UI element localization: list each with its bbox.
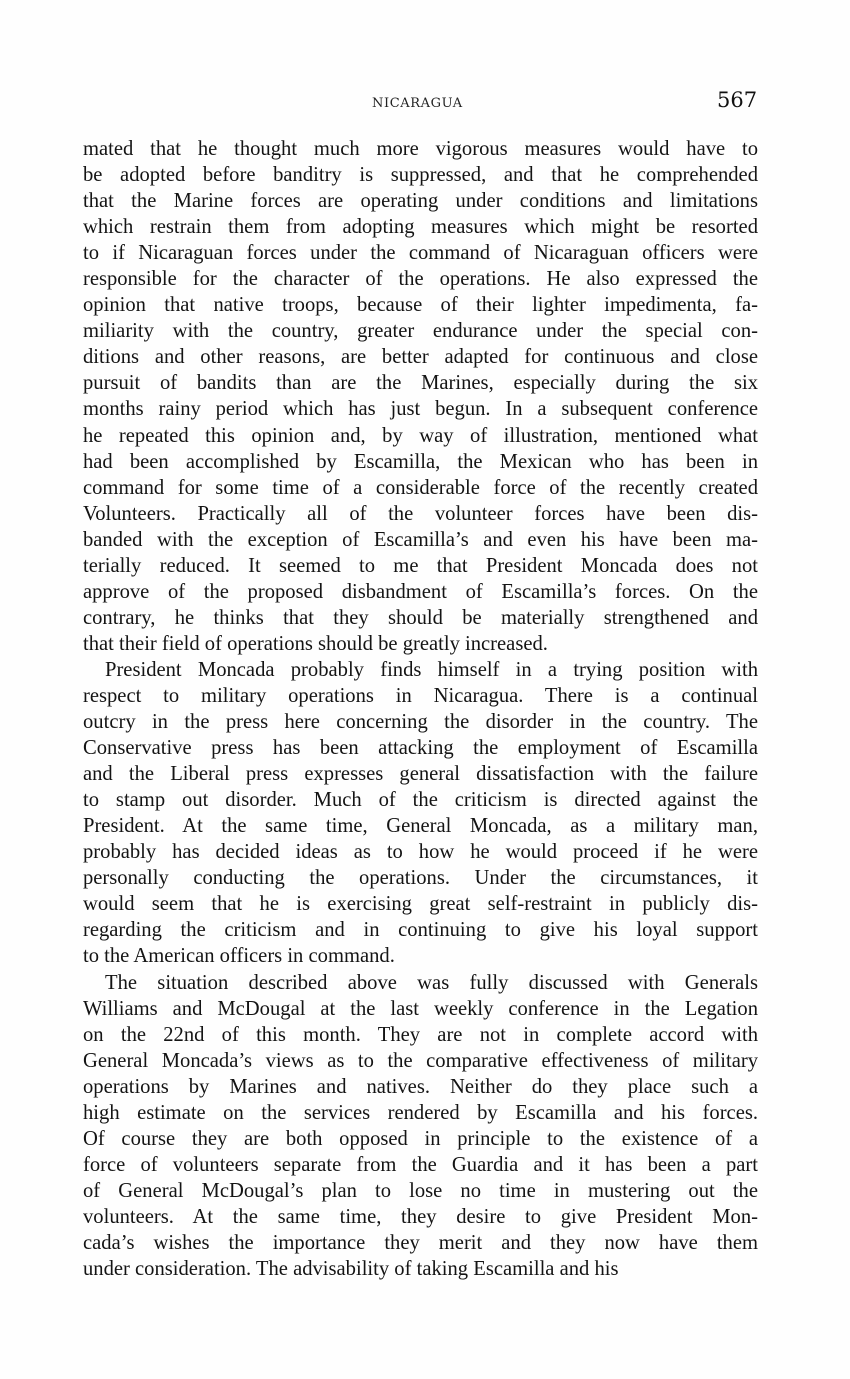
paragraph [83, 657, 758, 970]
text-line: under consideration. The advisability of taking Escamilla and his [83, 1258, 619, 1281]
text-line: terially reduced. It seemed to me that President Moncada does not [83, 554, 758, 577]
text-line: command for some time of a considerable force of the recently created [83, 476, 758, 499]
text-line: he repeated this opinion and, by way of illustration, mentioned what [83, 424, 758, 447]
running-title: NICARAGUA [372, 96, 463, 111]
text-line: of General McDougal’s plan to lose no time in mustering out the [83, 1179, 758, 1202]
text-line: outcry in the press here concerning the disorder in the country. The [83, 711, 758, 734]
text-line: The situation described above was fully discussed with Generals [105, 971, 758, 994]
text-line: mated that he thought much more vigorous measures would have to [83, 138, 758, 160]
page-number: 567 [717, 88, 758, 112]
text-line: high estimate on the services rendered by Escamilla and his forces. [83, 1101, 758, 1124]
text-line: to the American officers in command. [83, 945, 395, 968]
text-line: responsible for the character of the operations. He also expressed the [83, 268, 758, 291]
running-header [0, 88, 850, 124]
text-line: which restrain them from adopting measures which might be resorted [83, 216, 758, 239]
text-line: General Moncada’s views as to the comparative effectiveness of military [83, 1049, 758, 1072]
text-line: to stamp out disorder. Much of the criticism is directed against the [83, 789, 758, 812]
text-line: had been accomplished by Escamilla, the Mexican who has been in [83, 450, 758, 473]
text-line: to if Nicaraguan forces under the command of Nicaraguan officers were [83, 242, 758, 265]
text-line: respect to military operations in Nicaragua. There is a continual [83, 684, 758, 707]
text-line: opinion that native troops, because of their lighter impedimenta, fa- [83, 294, 758, 317]
text-line: would seem that he is exercising great self-restraint in publicly dis- [83, 893, 758, 916]
text-line: pursuit of bandits than are the Marines, especially during the six [83, 372, 758, 395]
text-line: approve of the proposed disbandment of Escamilla’s forces. On the [83, 580, 758, 603]
text-line: ditions and other reasons, are better adapted for continuous and close [83, 346, 758, 369]
text-line: personally conducting the operations. Under the circumstances, it [83, 867, 758, 890]
text-line: Williams and McDougal at the last weekly conference in the Legation [83, 997, 758, 1020]
paragraph [83, 136, 758, 657]
paragraph [83, 970, 758, 1283]
text-line: probably has decided ideas as to how he would proceed if he were [83, 841, 758, 864]
text-line: Volunteers. Practically all of the volunteer forces have been dis- [83, 502, 758, 525]
text-line: Conservative press has been attacking the employment of Escamilla [83, 737, 758, 760]
text-line: banded with the exception of Escamilla’s and even his have been ma- [83, 528, 758, 551]
text-line: Of course they are both opposed in principle to the existence of a [83, 1127, 758, 1150]
text-line: regarding the criticism and in continuing to give his loyal support [83, 919, 758, 942]
text-line: contrary, he thinks that they should be materially strengthened and [83, 606, 758, 629]
text-line: President Moncada probably finds himself in a trying position with [105, 658, 758, 681]
text-line: months rainy period which has just begun. In a subsequent conference [83, 398, 758, 421]
text-line: miliarity with the country, greater endurance under the special con- [83, 320, 758, 343]
text-line: force of volunteers separate from the Guardia and it has been a part [83, 1153, 758, 1176]
text-line: President. At the same time, General Moncada, as a military man, [83, 815, 758, 838]
text-line: operations by Marines and natives. Neither do they place such a [83, 1075, 758, 1098]
text-line: and the Liberal press expresses general dissatisfaction with the failure [83, 763, 758, 786]
text-line: cada’s wishes the importance they merit and they now have them [83, 1231, 758, 1254]
text-line: on the 22nd of this month. They are not in complete accord with [83, 1023, 758, 1046]
text-line: volunteers. At the same time, they desire to give President Mon- [83, 1205, 758, 1228]
text-line: that the Marine forces are operating under conditions and limitations [83, 190, 758, 213]
body-text [83, 136, 758, 1282]
text-line: that their field of operations should be greatly increased. [83, 632, 548, 655]
text-line: be adopted before banditry is suppressed, and that he comprehended [83, 164, 758, 187]
